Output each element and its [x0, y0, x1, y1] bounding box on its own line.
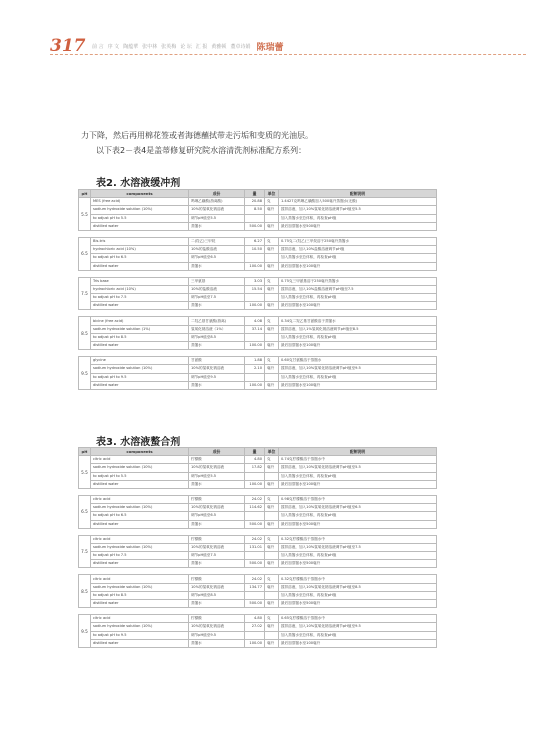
- table-cell: to adjust pH to 8.5: [91, 333, 189, 341]
- table-cell: 最后加蒸馏水至500毫升: [279, 600, 437, 608]
- table-cell: [245, 294, 265, 302]
- spacer-cell: [79, 608, 437, 615]
- nav-item[interactable]: 张英梅: [161, 44, 177, 50]
- table-cell: 克: [265, 237, 279, 245]
- table-cell: 0.75克三甲氨基溶于250毫升蒸馏水: [279, 277, 437, 285]
- table-cell: 毫升: [265, 302, 279, 310]
- table-cell: 克: [265, 317, 279, 325]
- table-cell: 毫升: [265, 325, 279, 333]
- column-header: 量: [245, 448, 265, 456]
- table-cell: [265, 254, 279, 262]
- table-cell: 克: [265, 456, 279, 464]
- table-cell: 131.01: [245, 543, 265, 551]
- table-cell: hydrochloric acid (10%): [91, 285, 189, 293]
- table-cell: 10%的盐酸溶液: [189, 285, 245, 293]
- table-cell: 蒸馏水: [189, 520, 245, 528]
- table-cell: 蒸馏水: [189, 262, 245, 270]
- spacer-cell: [79, 230, 437, 237]
- table-cell: citric acid: [91, 575, 189, 583]
- page-number: 317: [50, 36, 86, 56]
- table-cell: 搅拌溶液，加入10%氢氧化钠溶液调节pH值至5.5: [279, 464, 437, 472]
- table-cell: 搅拌溶液，加入10%氢氧化钠溶液调节pH值至5.5: [279, 206, 437, 214]
- table-header-row: [79, 190, 437, 198]
- table-cell: to adjust pH to 7.5: [91, 552, 189, 560]
- table-row: [79, 591, 437, 599]
- table-cell: 114.62: [245, 504, 265, 512]
- table-cell: to adjust pH to 7.5: [91, 294, 189, 302]
- nav-item[interactable]: 张中林: [142, 44, 158, 50]
- table-cell: 搅拌溶液，加入10%盐酸溶液调节pH值: [279, 246, 437, 254]
- table-cell: distilled water: [91, 480, 189, 488]
- ph-cell: 8.5: [79, 575, 91, 608]
- table-row: [79, 206, 437, 214]
- table-cell: sodium hydroxide solution (10%): [91, 504, 189, 512]
- table-cell: bicine (free acid): [91, 317, 189, 325]
- table-cell: MES (free acid): [91, 198, 189, 206]
- table-cell: 柠檬酸: [189, 615, 245, 623]
- table-cell: 搅拌溶液，加入10%氢氧化钠溶液调节pH值至6.5: [279, 504, 437, 512]
- nav-item[interactable]: 汇 报: [195, 44, 208, 50]
- table-cell: 调节pH值至8.5: [189, 591, 245, 599]
- table-cell: 3.03: [245, 277, 265, 285]
- table-cell: 最后加蒸馏水至500毫升: [279, 222, 437, 230]
- table-cell: to adjust pH to 8.5: [91, 591, 189, 599]
- column-header: 单位: [265, 448, 279, 456]
- table-row: [79, 302, 437, 310]
- ph-cell: 7.5: [79, 277, 91, 310]
- table-cell: 加入蒸馏水至总体积，再检查pH值: [279, 294, 437, 302]
- table-cell: 毫升: [265, 480, 279, 488]
- table-cell: 调节pH值至5.5: [189, 472, 245, 480]
- table-cell: [245, 214, 265, 222]
- table-row: [79, 381, 437, 389]
- table-cell: 最后加蒸馏水至100毫升: [279, 480, 437, 488]
- table-cell: citric acid: [91, 615, 189, 623]
- table-cell: 10%的氢氧化钠溶液: [189, 543, 245, 551]
- table-cell: 17.82: [245, 464, 265, 472]
- table-cell: [265, 472, 279, 480]
- table-cell: [265, 591, 279, 599]
- table-cell: 毫升: [265, 639, 279, 647]
- nav-item[interactable]: 黄雅顿: [211, 44, 227, 50]
- group-spacer: [79, 608, 437, 615]
- column-header: 单位: [265, 190, 279, 198]
- table-cell: 500.00: [245, 222, 265, 230]
- table-cell: to adjust pH to 9.5: [91, 373, 189, 381]
- table-cell: 蒸馏水: [189, 600, 245, 608]
- table-cell: 调节pH值至7.5: [189, 294, 245, 302]
- page-header: [0, 0, 552, 60]
- table-cell: hydrochloric acid (10%): [91, 246, 189, 254]
- table-cell: 1.4427克吗啉乙磺酸加入500毫升蒸馏水(无酸): [279, 198, 437, 206]
- table-cell: to adjust pH to 5.5: [91, 214, 189, 222]
- group-spacer: [79, 230, 437, 237]
- table-row: [79, 214, 437, 222]
- nav-item[interactable]: 董卓诗娟: [230, 44, 251, 50]
- table-cell: 毫升: [265, 504, 279, 512]
- ph-cell: 6.5: [79, 237, 91, 270]
- table-cell: citric acid: [91, 456, 189, 464]
- table-cell: 毫升: [265, 464, 279, 472]
- group-spacer: [79, 350, 437, 357]
- table-cell: 搅拌溶液，加入10%氢氧化钠溶液调节pH值至8.5: [279, 583, 437, 591]
- group-spacer: [79, 310, 437, 317]
- table-cell: 4.80: [245, 615, 265, 623]
- intro-line-1: 力下降，然后再用棉花签或者海德蘸拭带走污垢和变质的光油层。: [81, 131, 313, 140]
- table-cell: 毫升: [265, 262, 279, 270]
- table-cell: 二羟乙基甘氨酸(游离): [189, 317, 245, 325]
- table-cell: distilled water: [91, 600, 189, 608]
- table-cell: 柠檬酸: [189, 575, 245, 583]
- table-cell: 蒸馏水: [189, 639, 245, 647]
- table-row: [79, 472, 437, 480]
- table-cell: to adjust pH to 6.5: [91, 512, 189, 520]
- table-cell: 毫升: [265, 560, 279, 568]
- spacer-cell: [79, 528, 437, 535]
- table-cell: 柠檬酸: [189, 456, 245, 464]
- spacer-cell: [79, 350, 437, 357]
- table-cell: 27.02: [245, 623, 265, 631]
- table-cell: distilled water: [91, 520, 189, 528]
- table-cell: 100.00: [245, 381, 265, 389]
- table-cell: 蒸馏水: [189, 480, 245, 488]
- table3-chelating-solutions: [78, 447, 437, 648]
- table-cell: 10%的氢氧化钠溶液: [189, 583, 245, 591]
- table-row: [79, 504, 437, 512]
- table-row: [79, 552, 437, 560]
- table-cell: 加入蒸馏水至总体积，再检查pH值: [279, 472, 437, 480]
- table-cell: 加入蒸馏水至总体积，再检查pH值: [279, 333, 437, 341]
- table-cell: 最后加蒸馏水至500毫升: [279, 520, 437, 528]
- table-row: [79, 222, 437, 230]
- table-cell: [265, 512, 279, 520]
- intro-line-2: 以下表2－表4是盖蒂修复研究院水溶清洗剂标准配方系列：: [96, 146, 307, 155]
- table-cell: 10.50: [245, 246, 265, 254]
- table-cell: [265, 631, 279, 639]
- nav-item-current[interactable]: 陈瑞蕾: [256, 43, 284, 53]
- table-cell: 10%的盐酸溶液: [189, 246, 245, 254]
- table-cell: 10%的氢氧化钠溶液: [189, 206, 245, 214]
- table-cell: 蒸馏水: [189, 222, 245, 230]
- table-cell: 调节pH值至6.5: [189, 512, 245, 520]
- table2-buffer-solutions: [78, 189, 437, 390]
- column-header: pH: [79, 448, 91, 456]
- table-cell: 克: [265, 535, 279, 543]
- table-row: [79, 543, 437, 551]
- table-row: [79, 583, 437, 591]
- table-cell: 毫升: [265, 381, 279, 389]
- table-cell: 0.34克二羟乙基甘氨酸溶于蒸馏水: [279, 317, 437, 325]
- table-cell: 蒸馏水: [189, 302, 245, 310]
- spacer-cell: [79, 270, 437, 277]
- table-cell: 加入蒸馏水至总体积，再检查pH值: [279, 373, 437, 381]
- column-header: pH: [79, 190, 91, 198]
- table-cell: distilled water: [91, 262, 189, 270]
- table-row: [79, 631, 437, 639]
- table-cell: to adjust pH to 9.5: [91, 631, 189, 639]
- ph-cell: 6.5: [79, 495, 91, 528]
- table-row: [79, 262, 437, 270]
- table-row: [79, 357, 437, 365]
- group-spacer: [79, 528, 437, 535]
- table-cell: [265, 373, 279, 381]
- table-cell: 克: [265, 277, 279, 285]
- table-cell: 克: [265, 198, 279, 206]
- table-cell: 调节pH值至9.5: [189, 631, 245, 639]
- column-header: components: [91, 190, 189, 198]
- table-cell: 加入蒸馏水至总体积，再检查pH值: [279, 631, 437, 639]
- spacer-cell: [79, 568, 437, 575]
- header-divider: [50, 54, 526, 55]
- table-cell: [245, 472, 265, 480]
- table-cell: 毫升: [265, 365, 279, 373]
- table-cell: 柠檬酸: [189, 535, 245, 543]
- table-cell: to adjust pH to 5.5: [91, 472, 189, 480]
- ph-cell: 5.5: [79, 198, 91, 231]
- table-cell: 搅拌溶液，加入1%氢氧化钠溶液调节pH值至8.5: [279, 325, 437, 333]
- table-cell: 最后加蒸馏水至100毫升: [279, 262, 437, 270]
- table-cell: 100.00: [245, 639, 265, 647]
- table-row: [79, 575, 437, 583]
- table-cell: 二(羟乙)三甲烷: [189, 237, 245, 245]
- table-cell: 最后加蒸馏水至100毫升: [279, 342, 437, 350]
- table-cell: 1.88: [245, 357, 265, 365]
- table-row: [79, 639, 437, 647]
- table-row: [79, 615, 437, 623]
- table-cell: 15.54: [245, 285, 265, 293]
- nav-item[interactable]: 序 文: [107, 44, 120, 50]
- table-cell: 最后加蒸馏水至100毫升: [279, 302, 437, 310]
- table-cell: 搅拌溶液，加入10%氢氧化钠溶液调节pH值至7.5: [279, 543, 437, 551]
- table-row: [79, 480, 437, 488]
- table-row: [79, 294, 437, 302]
- table-cell: sodium hydroxide solution (10%): [91, 365, 189, 373]
- column-header: 成份: [189, 448, 245, 456]
- table-cell: [245, 254, 265, 262]
- table-row: [79, 342, 437, 350]
- table-cell: sodium hydroxide solution (1%): [91, 325, 189, 333]
- table-cell: 100.00: [245, 480, 265, 488]
- table-cell: 毫升: [265, 623, 279, 631]
- ph-cell: 9.5: [79, 357, 91, 390]
- table-cell: 10%的氢氧化钠溶液: [189, 623, 245, 631]
- table-cell: [245, 552, 265, 560]
- table-cell: 0.75克二(羟乙)三甲烷溶于250毫升蒸馏水: [279, 237, 437, 245]
- table-cell: 10%的氢氧化钠溶液: [189, 365, 245, 373]
- table-cell: 0.60克甘氨酸溶于蒸馏水: [279, 357, 437, 365]
- table-cell: citric acid: [91, 495, 189, 503]
- table-cell: distilled water: [91, 302, 189, 310]
- table-row: [79, 246, 437, 254]
- ph-cell: 9.5: [79, 615, 91, 648]
- table-cell: 0.98克柠檬酸溶于蒸馏水中: [279, 495, 437, 503]
- table-cell: 24.02: [245, 535, 265, 543]
- table-cell: 100.00: [245, 342, 265, 350]
- group-spacer: [79, 568, 437, 575]
- table-cell: 最后加蒸馏水至500毫升: [279, 560, 437, 568]
- table-cell: 加入蒸馏水至总体积，再检查pH值: [279, 552, 437, 560]
- table-cell: 8.50: [245, 206, 265, 214]
- table-cell: Bis-tris: [91, 237, 189, 245]
- table-cell: 克: [265, 575, 279, 583]
- table-cell: 37.14: [245, 325, 265, 333]
- table-cell: 毫升: [265, 246, 279, 254]
- table-cell: 克: [265, 615, 279, 623]
- table-cell: sodium hydroxide solution (10%): [91, 623, 189, 631]
- table-cell: 500.00: [245, 520, 265, 528]
- table-cell: 加入蒸馏水至总体积，再检查pH值: [279, 214, 437, 222]
- table-cell: Tris base: [91, 277, 189, 285]
- table-row: [79, 365, 437, 373]
- table-cell: 调节pH值至5.5: [189, 214, 245, 222]
- group-spacer: [79, 270, 437, 277]
- table-cell: 蒸馏水: [189, 381, 245, 389]
- table-cell: 加入蒸馏水至总体积，再检查pH值: [279, 512, 437, 520]
- table-cell: 克: [265, 357, 279, 365]
- nav-item[interactable]: 前 言: [92, 44, 104, 50]
- table-cell: 毫升: [265, 583, 279, 591]
- group-spacer: [79, 488, 437, 495]
- table-cell: [265, 294, 279, 302]
- table-cell: to adjust pH to 6.5: [91, 254, 189, 262]
- table-cell: 甘氨酸: [189, 357, 245, 365]
- table-cell: 4.08: [245, 317, 265, 325]
- table-cell: sodium hydroxide solution (10%): [91, 583, 189, 591]
- table-row: [79, 317, 437, 325]
- table-row: [79, 520, 437, 528]
- table-cell: 2.10: [245, 365, 265, 373]
- table-cell: 氢氧化钠溶液（1%）: [189, 325, 245, 333]
- table-cell: 0.32克柠檬酸溶于蒸馏水中: [279, 535, 437, 543]
- table-row: [79, 285, 437, 293]
- table-row: [79, 464, 437, 472]
- table-row: [79, 623, 437, 631]
- table3-title: 表3. 水溶液螯合剂: [96, 437, 181, 448]
- table-cell: 调节pH值至8.5: [189, 333, 245, 341]
- table-cell: 搅拌溶液，加入10%氢氧化钠溶液调节pH值至9.5: [279, 623, 437, 631]
- table-cell: [245, 373, 265, 381]
- ph-cell: 8.5: [79, 317, 91, 350]
- table-cell: 0.32克柠檬酸溶于蒸馏水中: [279, 575, 437, 583]
- table-cell: distilled water: [91, 560, 189, 568]
- spacer-cell: [79, 488, 437, 495]
- table-cell: 毫升: [265, 600, 279, 608]
- table-cell: 最后加蒸馏水至100毫升: [279, 639, 437, 647]
- table-cell: 柠檬酸: [189, 495, 245, 503]
- column-header: 量: [245, 190, 265, 198]
- table-cell: 毫升: [265, 222, 279, 230]
- table-cell: 最后加蒸馏水至100毫升: [279, 381, 437, 389]
- table-cell: distilled water: [91, 639, 189, 647]
- table-cell: [245, 631, 265, 639]
- nav-item[interactable]: 陶蕴華: [123, 44, 139, 50]
- table-cell: 加入蒸馏水至总体积，再检查pH值: [279, 254, 437, 262]
- table-cell: sodium hydroxide solution (10%): [91, 206, 189, 214]
- table-cell: distilled water: [91, 381, 189, 389]
- table-row: [79, 198, 437, 206]
- table-cell: 加入蒸馏水至总体积，再检查pH值: [279, 591, 437, 599]
- table-row: [79, 237, 437, 245]
- table-cell: distilled water: [91, 222, 189, 230]
- nav-item[interactable]: 论 坛: [180, 44, 192, 50]
- table-cell: sodium hydroxide solution (10%): [91, 464, 189, 472]
- table-cell: 6.27: [245, 237, 265, 245]
- table-cell: 调节pH值至6.5: [189, 254, 245, 262]
- table-row: [79, 277, 437, 285]
- table-cell: 搅拌溶液，加入10%盐酸溶液调节pH值至7.5: [279, 285, 437, 293]
- table-cell: 134.77: [245, 583, 265, 591]
- table-row: [79, 373, 437, 381]
- ph-cell: 5.5: [79, 456, 91, 489]
- table-cell: 100.00: [245, 302, 265, 310]
- table-cell: 三甲氨基: [189, 277, 245, 285]
- table-row: [79, 535, 437, 543]
- table-cell: 500.00: [245, 560, 265, 568]
- table-cell: 10%的氢氧化钠溶液: [189, 464, 245, 472]
- table-cell: 10%的氢氧化钠溶液: [189, 504, 245, 512]
- table-cell: [265, 333, 279, 341]
- table-cell: 100.00: [245, 262, 265, 270]
- table-cell: [245, 512, 265, 520]
- ph-cell: 7.5: [79, 535, 91, 568]
- table-cell: sodium hydroxide solution (10%): [91, 543, 189, 551]
- table-cell: distilled water: [91, 342, 189, 350]
- spacer-cell: [79, 310, 437, 317]
- table-cell: 毫升: [265, 342, 279, 350]
- table-row: [79, 254, 437, 262]
- table-row: [79, 495, 437, 503]
- column-header: 配制说明: [279, 448, 437, 456]
- table-row: [79, 512, 437, 520]
- table-cell: 500.00: [245, 600, 265, 608]
- table-cell: glycine: [91, 357, 189, 365]
- table-cell: 24.02: [245, 575, 265, 583]
- column-header: components: [91, 448, 189, 456]
- table-cell: 毫升: [265, 543, 279, 551]
- table-cell: 吗啉乙磺酸(游离酸): [189, 198, 245, 206]
- table-row: [79, 325, 437, 333]
- table-cell: 20.88: [245, 198, 265, 206]
- table-cell: 克: [265, 495, 279, 503]
- table-cell: 蒸馏水: [189, 560, 245, 568]
- table-cell: 毫升: [265, 520, 279, 528]
- table-cell: 0.65克柠檬酸溶于蒸馏水中: [279, 615, 437, 623]
- table-row: [79, 600, 437, 608]
- column-header: 成份: [189, 190, 245, 198]
- table-header-row: [79, 448, 437, 456]
- column-header: 配制说明: [279, 190, 437, 198]
- table-row: [79, 456, 437, 464]
- table-cell: 24.02: [245, 495, 265, 503]
- table-cell: 毫升: [265, 285, 279, 293]
- table-cell: [245, 333, 265, 341]
- table-cell: 毫升: [265, 206, 279, 214]
- table-cell: [265, 552, 279, 560]
- table-cell: 蒸馏水: [189, 342, 245, 350]
- table-cell: 0.74克柠檬酸溶于蒸馏水中: [279, 456, 437, 464]
- table-row: [79, 560, 437, 568]
- table-cell: 调节pH值至7.5: [189, 552, 245, 560]
- table-cell: 4.80: [245, 456, 265, 464]
- table2-title: 表2. 水溶液缓冲剂: [96, 178, 181, 189]
- table-cell: [265, 214, 279, 222]
- table-cell: [245, 591, 265, 599]
- table-cell: 调节pH值至9.5: [189, 373, 245, 381]
- table-cell: citric acid: [91, 535, 189, 543]
- table-row: [79, 333, 437, 341]
- table-cell: 搅拌溶液，加入10%氢氧化钠溶液调节pH值至9.5: [279, 365, 437, 373]
